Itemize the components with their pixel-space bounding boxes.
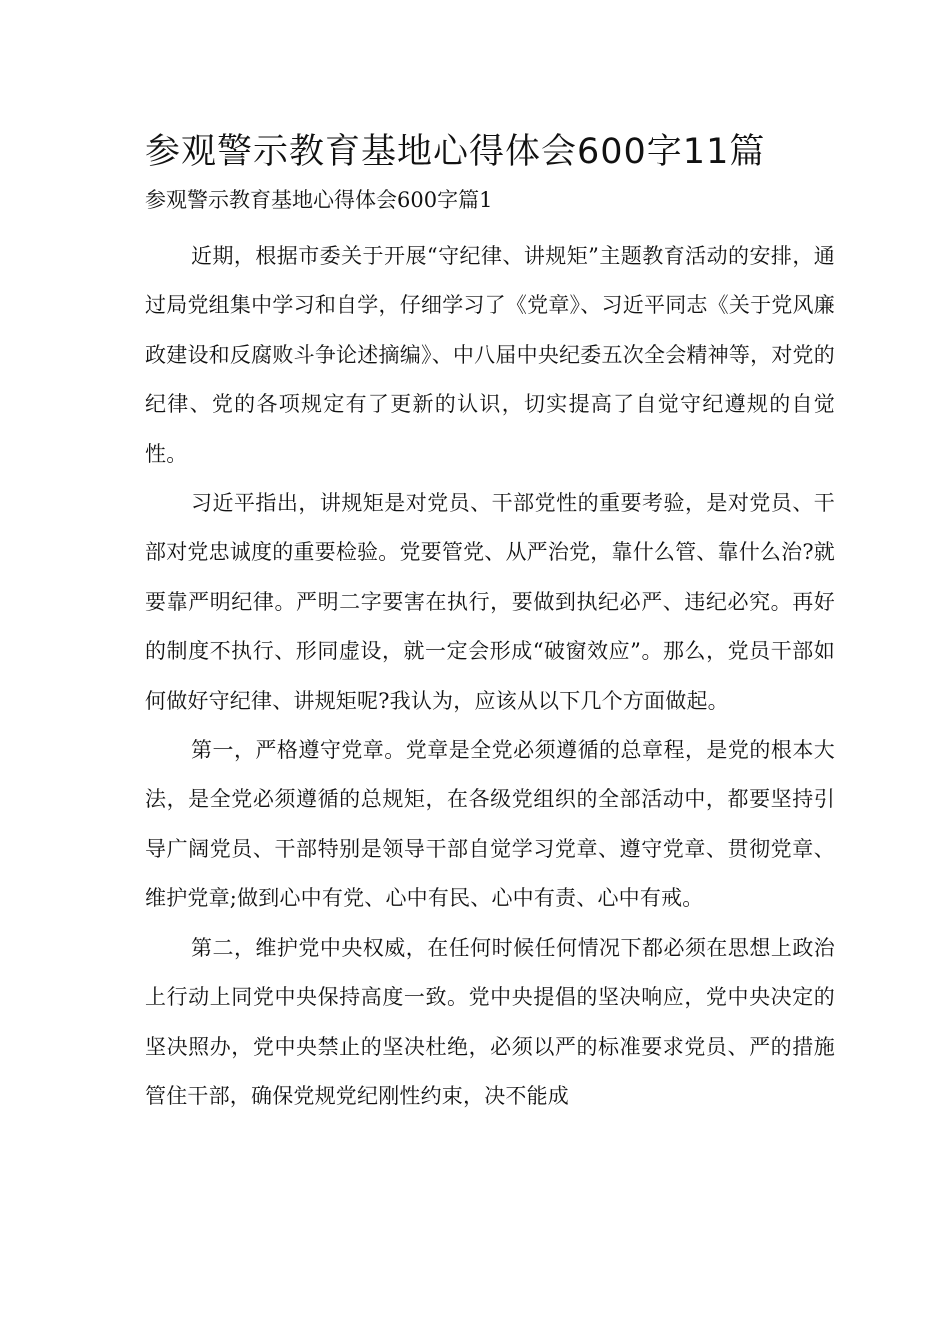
paragraph-4: 第二，维护党中央权威，在任何时候任何情况下都必须在思想上政治上行动上同党中央保持高度一致。党中央提倡的坚决响应，党中央决定的坚决照办，党中央禁止的坚决杜绝，必须以严的标准要求党员、严的措施管住干部，确保党规党纪刚性约束，决不能成 xyxy=(145,935,835,1108)
paragraph-2: 习近平指出，讲规矩是对党员、干部党性的重要考验，是对党员、干部对党忠诚度的重要检验。党要管党、从严治党，靠什么管、靠什么治?就要靠严明纪律。严明二字要害在执行，要做到执纪必严、违纪必究。再好的制度不执行、形同虚设，就一定会形成“破窗效应”。那么，党员干部如何做好守纪律、讲规矩呢?我认为，应该从以下几个方面做起。 xyxy=(145,491,835,713)
paragraph-1: 近期，根据市委关于开展“守纪律、讲规矩”主题教育活动的安排，通过局党组集中学习和自学，仔细学习了《党章》、习近平同志《关于党风廉政建设和反腐败斗争论述摘编》、中八届中央纪委五次全会精神等，对党的纪律、党的各项规定有了更新的认识，切实提高了自觉守纪遵规的自觉性。 xyxy=(145,244,835,466)
document-body xyxy=(145,232,835,1121)
document-title: 参观警示教育基地心得体会600字11篇 xyxy=(145,132,766,172)
paragraph-3: 第一，严格遵守党章。党章是全党必须遵循的总章程，是党的根本大法，是全党必须遵循的总规矩，在各级党组织的全部活动中，都要坚持引导广阔党员、干部特别是领导干部自觉学习党章、遵守党章、贯彻党章、维护党章;做到心中有党、心中有民、心中有责、心中有戒。 xyxy=(145,738,835,911)
document-subtitle: 参观警示教育基地心得体会600字篇1 xyxy=(145,188,493,212)
